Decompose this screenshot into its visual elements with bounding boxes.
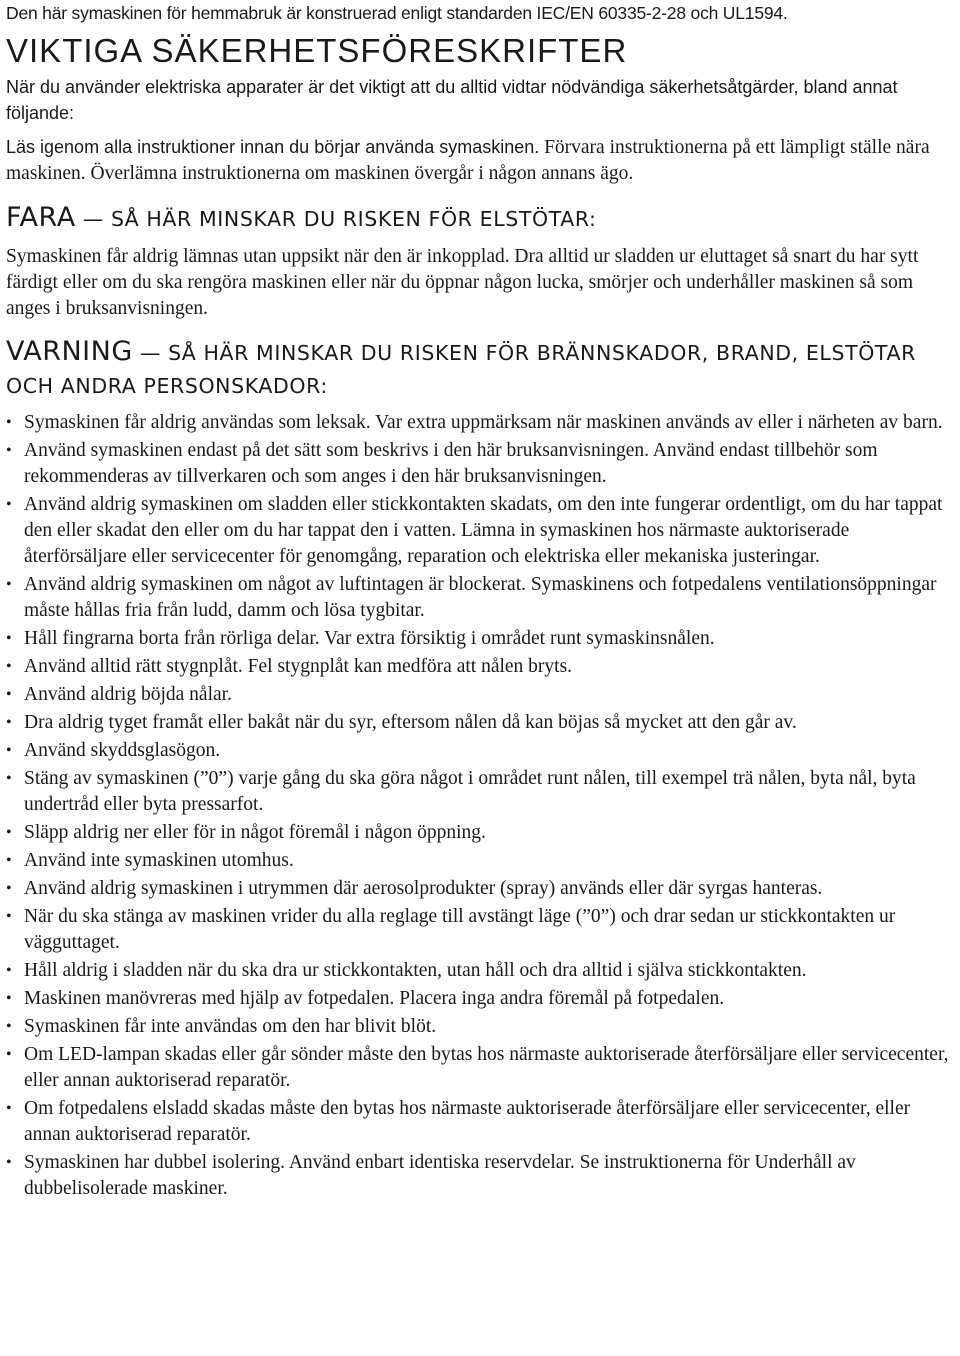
bullet-dot-icon: • (6, 990, 12, 1007)
list-item-text: Symaskinen får aldrig användas som leksak. (24, 412, 371, 433)
list-item (6, 572, 954, 624)
bullet-dot-icon: • (6, 658, 12, 675)
list-item-text: Håll fingrarna borta från rörliga delar. (24, 628, 320, 649)
list-item-text: När du ska stänga av maskinen vrider du alla reglage till avstängt läge (”0”) och drar sedan ur stickkontakten ur vägguttaget. (24, 906, 896, 953)
list-item-text: Symaskinen har dubbel isolering. Använd enbart identiska reservdelar. Se instruktionerna för Underhåll av dubbelisolerade maskiner. (24, 1152, 856, 1199)
page-title: VIKTIGA SÄKERHETSFÖRESKRIFTER (6, 32, 628, 69)
varning-label: VARNING (6, 336, 133, 367)
bullet-dot-icon: • (6, 686, 12, 703)
list-item (6, 682, 954, 708)
list-item (6, 410, 954, 436)
list-item (6, 626, 954, 652)
read-instructions-serif: Förvara instruktionerna på ett lämpligt ställe nära maskinen. Överlämna instruktionerna om maskinen övergår i någon annans ägo. (6, 137, 930, 184)
list-item (6, 766, 954, 818)
list-item (6, 958, 954, 984)
list-item-text-secondary: Symaskinens och fotpedalens ventilationsöppningar måste hållas fria från ludd, damm och lösa tygbitar. (24, 574, 937, 621)
list-item-text: Om LED-lampan skadas eller går sönder måste den bytas hos närmaste auktoriserade återförsäljare eller servicecenter, eller annan auktoriserad reparatör. (24, 1044, 949, 1091)
list-item-text: Använd aldrig symaskinen om något av luftintagen är blockerat. (24, 574, 526, 595)
bullet-dot-icon: • (6, 630, 12, 647)
fara-heading (6, 203, 954, 234)
list-item-text: Använd aldrig symaskinen om sladden eller stickkontakten skadats, om den inte fungerar ordentligt, om du har tappat den eller skadat den eller om du har tappat den i vatten. (24, 494, 943, 541)
read-instructions-sans: Läs igenom alla instruktioner innan du börjar använda symaskinen. (6, 137, 540, 157)
list-item (6, 1096, 954, 1148)
bullet-dot-icon: • (6, 714, 12, 731)
list-item-text: Stäng av symaskinen (”0”) varje gång du ska göra något i området runt nålen, till exempel trä nålen, byta nål, byta undertråd eller byta pressarfot. (24, 768, 916, 815)
fara-text-sans: Symaskinen får aldrig lämnas utan uppsikt när den är inkopplad. (6, 246, 510, 267)
list-item-text: Symaskinen får inte användas om den har blivit blöt. (24, 1016, 437, 1037)
fara-text-serif: Dra alltid ur sladden ur eluttaget så snart du har sytt färdigt eller om du ska rengöra maskinen eller när du öppnar någon lucka, smörjer och underhåller maskinen så som anges i bruksanvisningen. (6, 246, 919, 319)
list-item-text: Använd symaskinen endast på det sätt som beskrivs i den här bruksanvisningen. (24, 440, 649, 461)
varning-heading (6, 336, 954, 402)
fara-label: FARA (6, 202, 76, 233)
bullet-dot-icon: • (6, 852, 12, 869)
list-item-text-secondary: Var extra uppmärksam när maskinen används av eller i närheten av barn. (375, 412, 943, 433)
list-item-text: Använd skyddsglasögon. (24, 740, 221, 761)
list-item-text-secondary: Lämna in symaskinen hos närmaste auktoriserade återförsäljare eller servicecenter för genomgång, reparation och elektriska eller mekaniska justeringar. (24, 520, 850, 567)
bullet-dot-icon: • (6, 908, 12, 925)
bullet-dot-icon: • (6, 442, 12, 459)
list-item-text: Maskinen manövreras med hjälp av fotpedalen. (24, 988, 395, 1009)
safety-bullet-list (6, 410, 954, 1202)
list-item (6, 986, 954, 1012)
list-item (6, 654, 954, 680)
list-item-text: Dra aldrig tyget framåt eller bakåt när du syr, eftersom nålen då kan böjas så mycket att den går av. (24, 712, 797, 733)
list-item-text: Använd inte symaskinen utomhus. (24, 850, 294, 871)
fara-subtitle: — SÅ HÄR MINSKAR DU RISKEN FÖR ELSTÖTAR: (75, 207, 597, 231)
list-item (6, 1150, 954, 1202)
list-item (6, 710, 954, 736)
list-item-text: Använd aldrig symaskinen i utrymmen där aerosolprodukter (spray) används eller där syrgas hanteras. (24, 878, 823, 899)
list-item-text: Håll aldrig i sladden när du ska dra ur stickkontakten, utan håll och dra alltid i själva stickkontakten. (24, 960, 807, 981)
list-item-text: Om fotpedalens elsladd skadas måste den bytas hos närmaste auktoriserade återförsäljare eller servicecenter, eller annan auktoriserad reparatör. (24, 1098, 911, 1145)
list-item (6, 1042, 954, 1094)
bullet-dot-icon: • (6, 1046, 12, 1063)
bullet-dot-icon: • (6, 1154, 12, 1171)
list-item-text: Använd alltid rätt stygnplåt. (24, 656, 243, 677)
bullet-dot-icon: • (6, 880, 12, 897)
bullet-dot-icon: • (6, 414, 12, 431)
standard-compliance-line: Den här symaskinen för hemmabruk är konstruerad enligt standarden IEC/EN 60335-2-28 och UL1594. (6, 3, 788, 23)
list-item (6, 876, 954, 902)
bullet-dot-icon: • (6, 496, 12, 513)
list-item (6, 848, 954, 874)
list-item (6, 738, 954, 764)
list-item-text-secondary: Placera inga andra föremål på fotpedalen. (399, 988, 725, 1009)
varning-subtitle: — SÅ HÄR MINSKAR DU RISKEN FÖR BRÄNNSKADOR, BRAND, ELSTÖTAR OCH ANDRA PERSONSKADOR: (6, 341, 916, 398)
list-item-text: Använd aldrig böjda nålar. (24, 684, 232, 705)
read-instructions-paragraph (6, 134, 954, 187)
list-item (6, 820, 954, 846)
list-item-text-secondary: Använd endast tillbehör som rekommenderas av tillverkaren och som anges i den här bruksanvisningen. (24, 440, 878, 487)
list-item (6, 904, 954, 956)
list-item-text: Släpp aldrig ner eller för in något föremål i någon öppning. (24, 822, 486, 843)
bullet-dot-icon: • (6, 962, 12, 979)
bullet-dot-icon: • (6, 824, 12, 841)
bullet-dot-icon: • (6, 742, 12, 759)
list-item-text-secondary: Var extra försiktig i området runt symaskinsnålen. (324, 628, 715, 649)
list-item-text-secondary: Fel stygnplåt kan medföra att nålen bryts. (247, 656, 573, 677)
bullet-dot-icon: • (6, 1018, 12, 1035)
intro-paragraph: När du använder elektriska apparater är det viktigt att du alltid vidtar nödvändiga säkerhetsåtgärder, bland annat följande: (6, 77, 898, 123)
list-item (6, 492, 954, 570)
list-item (6, 1014, 954, 1040)
fara-paragraph (6, 244, 954, 322)
bullet-dot-icon: • (6, 576, 12, 593)
list-item (6, 438, 954, 490)
bullet-dot-icon: • (6, 1100, 12, 1117)
bullet-dot-icon: • (6, 770, 12, 787)
